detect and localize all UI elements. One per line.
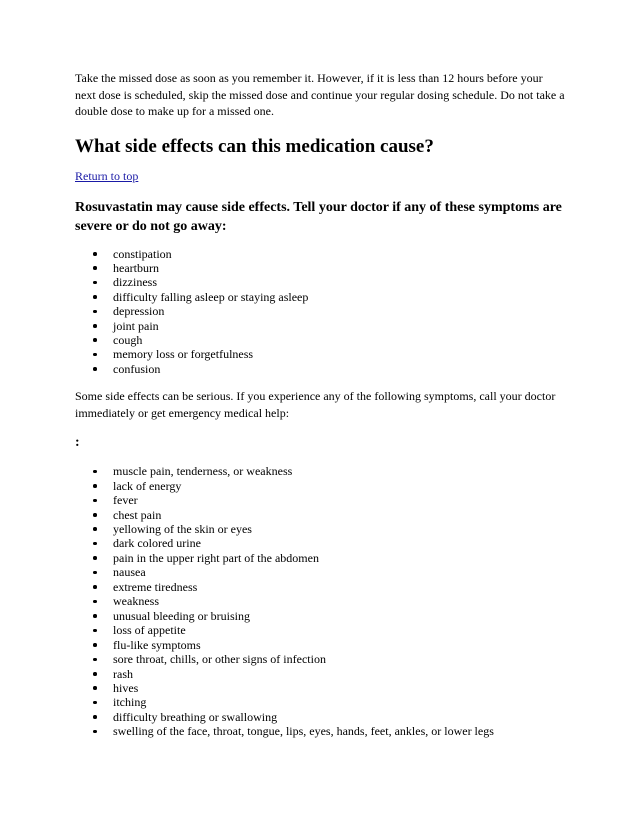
- list-item: [113, 681, 565, 695]
- bullet-icon: [93, 571, 97, 575]
- bullet-icon: [93, 310, 97, 314]
- bullet-icon: [93, 470, 97, 474]
- list-item-text: itching: [113, 695, 147, 710]
- bullet-icon: [93, 484, 97, 488]
- list-item-text: cough: [113, 332, 143, 347]
- list-item: [113, 479, 565, 493]
- list-item: [113, 493, 565, 507]
- list-item-text: heartburn: [113, 260, 159, 275]
- bullet-icon: [93, 629, 97, 633]
- bullet-icon: [93, 643, 97, 647]
- list-item: [113, 508, 565, 522]
- missed-dose-paragraph: Take the missed dose as soon as you remember it. However, if it is less than 12 hours before your next dose is scheduled, skip the missed dose and continue your regular dosing schedule. Do not take a double dose to make up for a missed one.: [75, 71, 565, 118]
- serious-side-effects-paragraph: Some side effects can be serious. If you experience any of the following symptoms, call your doctor immediately or get emergency medical help:: [75, 389, 556, 421]
- list-item: [113, 710, 565, 724]
- bullet-icon: [93, 701, 97, 705]
- list-item: [113, 333, 565, 347]
- list-item: [113, 247, 565, 261]
- list-item-text: difficulty breathing or swallowing: [113, 709, 278, 724]
- list-item: [113, 319, 565, 333]
- list-item: [113, 551, 565, 565]
- bullet-icon: [93, 715, 97, 719]
- list-item-text: loss of appetite: [113, 623, 186, 638]
- side-effects-heading: What side effects can this medication cause?: [75, 135, 434, 157]
- bullet-icon: [93, 686, 97, 690]
- bullet-icon: [93, 542, 97, 546]
- list-item: [113, 609, 565, 623]
- list-item-text: unusual bleeding or bruising: [113, 608, 250, 623]
- serious-symptoms-list: [75, 464, 565, 739]
- list-item: [113, 304, 565, 318]
- list-item-text: dark colored urine: [113, 536, 201, 551]
- list-item: [113, 652, 565, 666]
- common-symptoms-list: [75, 247, 565, 377]
- serious-symptoms-heading: :: [75, 435, 80, 451]
- list-item: [113, 565, 565, 579]
- bullet-icon: [93, 295, 97, 299]
- list-item: [113, 638, 565, 652]
- bullet-icon: [93, 266, 97, 270]
- list-item-text: confusion: [113, 361, 161, 376]
- document-page: [75, 70, 565, 739]
- bullet-icon: [93, 353, 97, 357]
- list-item-text: nausea: [113, 565, 146, 580]
- bullet-icon: [93, 252, 97, 256]
- list-item: [113, 290, 565, 304]
- bullet-icon: [93, 281, 97, 285]
- list-item-text: swelling of the face, throat, tongue, lips, eyes, hands, feet, ankles, or lower legs: [113, 724, 494, 739]
- list-item-text: sore throat, chills, or other signs of infection: [113, 652, 326, 667]
- list-item-text: memory loss or forgetfulness: [113, 347, 254, 362]
- list-item-text: rash: [113, 666, 133, 681]
- list-item-text: dizziness: [113, 275, 157, 290]
- bullet-icon: [93, 658, 97, 662]
- list-item-text: constipation: [113, 246, 172, 261]
- list-item-text: weakness: [113, 594, 159, 609]
- bullet-icon: [93, 324, 97, 328]
- list-item-text: yellowing of the skin or eyes: [113, 521, 252, 536]
- list-item-text: fever: [113, 493, 138, 508]
- bullet-icon: [93, 730, 97, 734]
- bullet-icon: [93, 367, 97, 371]
- list-item-text: extreme tiredness: [113, 579, 198, 594]
- list-item: [113, 261, 565, 275]
- list-item-text: flu-like symptoms: [113, 637, 201, 652]
- list-item-text: joint pain: [113, 318, 159, 333]
- list-item: [113, 580, 565, 594]
- list-item: [113, 536, 565, 550]
- bullet-icon: [93, 672, 97, 676]
- list-item: [113, 275, 565, 289]
- bullet-icon: [93, 513, 97, 517]
- list-item: [113, 522, 565, 536]
- bullet-icon: [93, 585, 97, 589]
- list-item: [113, 667, 565, 681]
- list-item-text: depression: [113, 304, 165, 319]
- bullet-icon: [93, 556, 97, 560]
- bullet-icon: [93, 527, 97, 531]
- return-to-top-link[interactable]: Return to top: [75, 168, 139, 183]
- bullet-icon: [93, 600, 97, 604]
- list-item-text: pain in the upper right part of the abdomen: [113, 550, 319, 565]
- list-item: [113, 623, 565, 637]
- list-item: [113, 362, 565, 376]
- list-item: [113, 464, 565, 478]
- common-side-effects-heading: Rosuvastatin may cause side effects. Tell your doctor if any of these symptoms are severe or do not go away:: [75, 199, 562, 234]
- list-item-text: lack of energy: [113, 478, 182, 493]
- bullet-icon: [93, 499, 97, 503]
- list-item: [113, 724, 565, 738]
- bullet-icon: [93, 338, 97, 342]
- list-item-text: chest pain: [113, 507, 162, 522]
- list-item-text: muscle pain, tenderness, or weakness: [113, 464, 293, 479]
- bullet-icon: [93, 614, 97, 618]
- list-item-text: difficulty falling asleep or staying asleep: [113, 289, 309, 304]
- list-item: [113, 695, 565, 709]
- list-item: [113, 594, 565, 608]
- list-item-text: hives: [113, 680, 139, 695]
- list-item: [113, 347, 565, 361]
